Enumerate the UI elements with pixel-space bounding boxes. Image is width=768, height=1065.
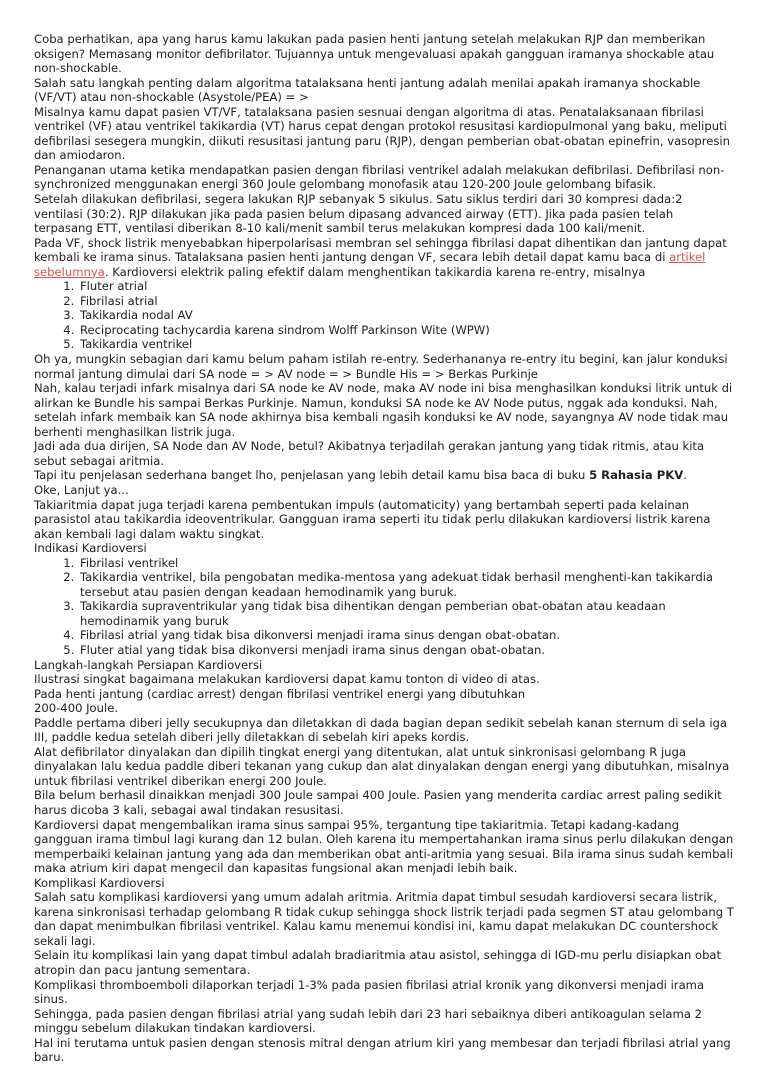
text-span: Pada VF, shock listrik menyebabkan hiperpolarisasi membran sel sehingga fibrilasi dapat dihentikan dan jantung dapat kembali ke irama sinus. Tatalaksana pasien henti jantung dengan VF, secara lebih detail dapat kamu baca di [34, 235, 727, 265]
paragraph: Oh ya, mungkin sebagian dari kamu belum paham istilah re-entry. Sederhananya re-entry itu begini, kan jalur konduksi normal jantung dimulai dari SA node = > AV node = > Bundle His = > Berkas Purkinje [34, 352, 728, 381]
list-item: 5. Fluter atial yang tidak bisa dikonversi menjadi irama sinus dengan obat-obatan. [78, 643, 734, 658]
section-heading-langkah: Langkah-langkah Persiapan Kardioversi [34, 657, 263, 672]
indications-list [34, 556, 734, 658]
paragraph: Nah, kalau terjadi infark misalnya dari SA node ke AV node, maka AV node ini bisa menghasilkan konduksi litrik untuk di alirkan ke Bundle his sampai Berkas Purkinje. Namun, konduksi SA node ke AV Node putus, nggak ada konduksi. Nah, setelah infark membaik kan SA node akhirnya bisa kembali ngasih konduksi ke AV node, sayangnya AV node tidak mau berhenti menghasilkan listrik juga. [34, 381, 733, 439]
paragraph [34, 236, 734, 280]
paragraph: Ilustrasi singkat bagaimana melakukan kardioversi dapat kamu tonton di video di atas. [34, 672, 540, 687]
paragraph: Misalnya kamu dapat pasien VT/VF, tatalaksana pasien sesnuai dengan algoritma di atas. Penatalaksanaan fibrilasi ventrikel (VF) atau ventrikel takikardia (VT) harus cepat dengan protokol resusitasi kardiopulmonal yang baku, meliputi defibrilasi sesegera mungkin, diikuti resusitasi jantung paru (RJP), dengan pemberian obat-obatan epinefrin, vasopresin dan amiodaron. [34, 104, 730, 163]
text-span: . [683, 468, 687, 483]
paragraph: Alat defibrilator dinyalakan dan dipilih tingkat energi yang ditentukan, alat untuk sinkronisasi gelombang R juga dinyalakan lalu kedua paddle diberi tekanan yang cukup dan alat dinyalakan dengan energi yang dibutuhkan, misalnya untuk fibrilasi ventrikel diberikan energi 200 Joule. [34, 744, 730, 788]
list-item: 3. Takikardia nodal AV [78, 308, 734, 323]
paragraph [34, 468, 734, 483]
section-heading-komplikasi: Komplikasi Kardioversi [34, 875, 165, 890]
paragraph: Takiaritmia dapat juga terjadi karena pembentukan impuls (automaticity) yang bertambah seperti pada kelainan parasistol atau takikardia ideoventrikular. Gangguan irama seperti itu tidak perlu dilakukan kardioversi listrik karena akan kembali lagi dalam waktu singkat. [34, 497, 711, 541]
paragraph: Penanganan utama ketika mendapatkan pasien dengan fibrilasi ventrikel adalah melakukan defibrilasi. Defibrilasi non-synchronized menggunakan energi 360 Joule gelombang monofasik atau 120-200 Joule gelombang bifasik. [34, 162, 725, 192]
paragraph: Sehingga, pada pasien dengan fibrilasi atrial yang sudah lebih dari 23 hari sebaiknya diberi antikoagulan selama 2 minggu sebelum dilakukan tindakan kardioversi. [34, 1006, 702, 1036]
list-item: 1. Fibrilasi ventrikel [78, 556, 734, 571]
list-item: 3. Takikardia supraventrikular yang tidak bisa dihentikan dengan pemberian obat-obatan atau keadaan hemodinamik yang buruk [78, 599, 734, 628]
reentry-examples-list [34, 279, 734, 352]
paragraph: Jadi ada dua dirijen, SA Node dan AV Node, betul? Akibatnya terjadilah gerakan jantung yang tidak ritmis, atau kita sebut sebagai aritmia. [34, 439, 705, 468]
text-span: Tapi itu penjelasan sederhana banget lho, penjelasan yang lebih detail kamu bisa baca di buku [34, 468, 590, 483]
list-item: 2. Takikardia ventrikel, bila pengobatan medika-mentosa yang adekuat tidak berhasil menghenti-kan takikardia tersebut atau pasien dengan keadaan hemodinamik yang buruk. [78, 570, 734, 599]
section-heading-indikasi: Indikasi Kardioversi [34, 541, 147, 556]
paragraph: Salah satu komplikasi kardioversi yang umum adalah aritmia. Aritmia dapat timbul sesudah kardioversi secara listrik, karena sinkronisasi terhadap gelombang R tidak cukup sehingga shock listrik terjadi pada segmen ST atau gelombang T dan dapat menimbulkan fibrilasi ventrikel. Kalau kamu menemui kondisi ini, kamu dapat melakukan DC countershock sekali lagi. [34, 890, 734, 948]
list-item: 5. Takikardia ventrikel [78, 337, 734, 352]
list-item: 1. Fluter atrial [78, 279, 734, 294]
paragraph: Paddle pertama diberi jelly secukupnya dan diletakkan di dada bagian depan sedikit sebelah kanan sternum di sela iga III, paddle kedua setelah diberi jelly diletakkan di sebelah kiri apeks kordis. [34, 715, 728, 745]
paragraph: Coba perhatikan, apa yang harus kamu lakukan pada pasien henti jantung setelah melakukan RJP dan memberikan oksigen? Memasang monitor defibrilator. Tujuannya untuk mengevaluasi apakah gangguan iramanya shockable atau non-shockable. [34, 32, 715, 76]
paragraph: Kardioversi dapat mengembalikan irama sinus sampai 95%, tergantung tipe takiaritmia. Tetapi kadang-kadang gangguan irama timbul lagi kurang dan 12 bulan. Oleh karena itu mempertahankan irama sinus perlu dilakukan dengan memperbaiki kelainan jantung yang ada dan memberikan obat anti-aritmia yang sesuai. Bila irama sinus sudah kembali maka atrium kiri dapat mengecil dan kapasitas fungsional akan menjadi lebih baik. [34, 817, 734, 876]
paragraph: Salah satu langkah penting dalam algoritma tatalaksana henti jantung adalah menilai apakah iramanya shockable (VF/VT) atau non-shockable (Asystole/PEA) = > [34, 75, 701, 105]
book-title: 5 Rahasia PKV [589, 468, 684, 483]
text-span: . Kardioversi elektrik paling efektif dalam menghentikan takikardia karena re-entry, misalnya [104, 264, 646, 279]
paragraph: Oke, Lanjut ya... [34, 482, 129, 497]
list-item: 2. Fibrilasi atrial [78, 294, 734, 309]
paragraph: Setelah dilakukan defibrilasi, segera lakukan RJP sebanyak 5 sikulus. Satu siklus terdiri dari 30 kompresi dada:2 ventilasi (30:2). RJP dilakukan jika pada pasien belum dipasang advanced airway (ETT). Jika pada pasien telah terpasang ETT, ventilasi diberikan 8-10 kali/menit sambil terus melakukan kompresi dada 100 kali/menit. [34, 192, 683, 236]
previous-article-link[interactable]: artikel sebelumnya [34, 250, 706, 279]
paragraph: Komplikasi thromboemboli dilaporkan terjadi 1-3% pada pasien fibrilasi atrial kronik yang dikonversi menjadi irama sinus. [34, 977, 705, 1007]
paragraph: Hal ini terutama untuk pasien dengan stenosis mitral dengan atrium kiri yang membesar dan terjadi fibrilasi atrial yang baru. [34, 1035, 731, 1065]
paragraph: Selain itu komplikasi lain yang dapat timbul adalah bradiaritmia atau asistol, sehingga di IGD-mu perlu disiapkan obat atropin dan pacu jantung sementara. [34, 948, 722, 977]
list-item: 4. Reciprocating tachycardia karena sindrom Wolff Parkinson Wite (WPW) [78, 323, 734, 338]
list-item: 4. Fibrilasi atrial yang tidak bisa dikonversi menjadi irama sinus dengan obat-obatan. [78, 628, 734, 643]
paragraph: 200-400 Joule. [34, 701, 119, 716]
paragraph: Bila belum berhasil dinaikkan menjadi 300 Joule sampai 400 Joule. Pasien yang menderita cardiac arrest paling sedikit harus dicoba 3 kali, sebagai awal tindakan resusitasi. [34, 788, 722, 817]
paragraph: Pada henti jantung (cardiac arrest) dengan fibrilasi ventrikel energi yang dibutuhkan [34, 686, 526, 701]
